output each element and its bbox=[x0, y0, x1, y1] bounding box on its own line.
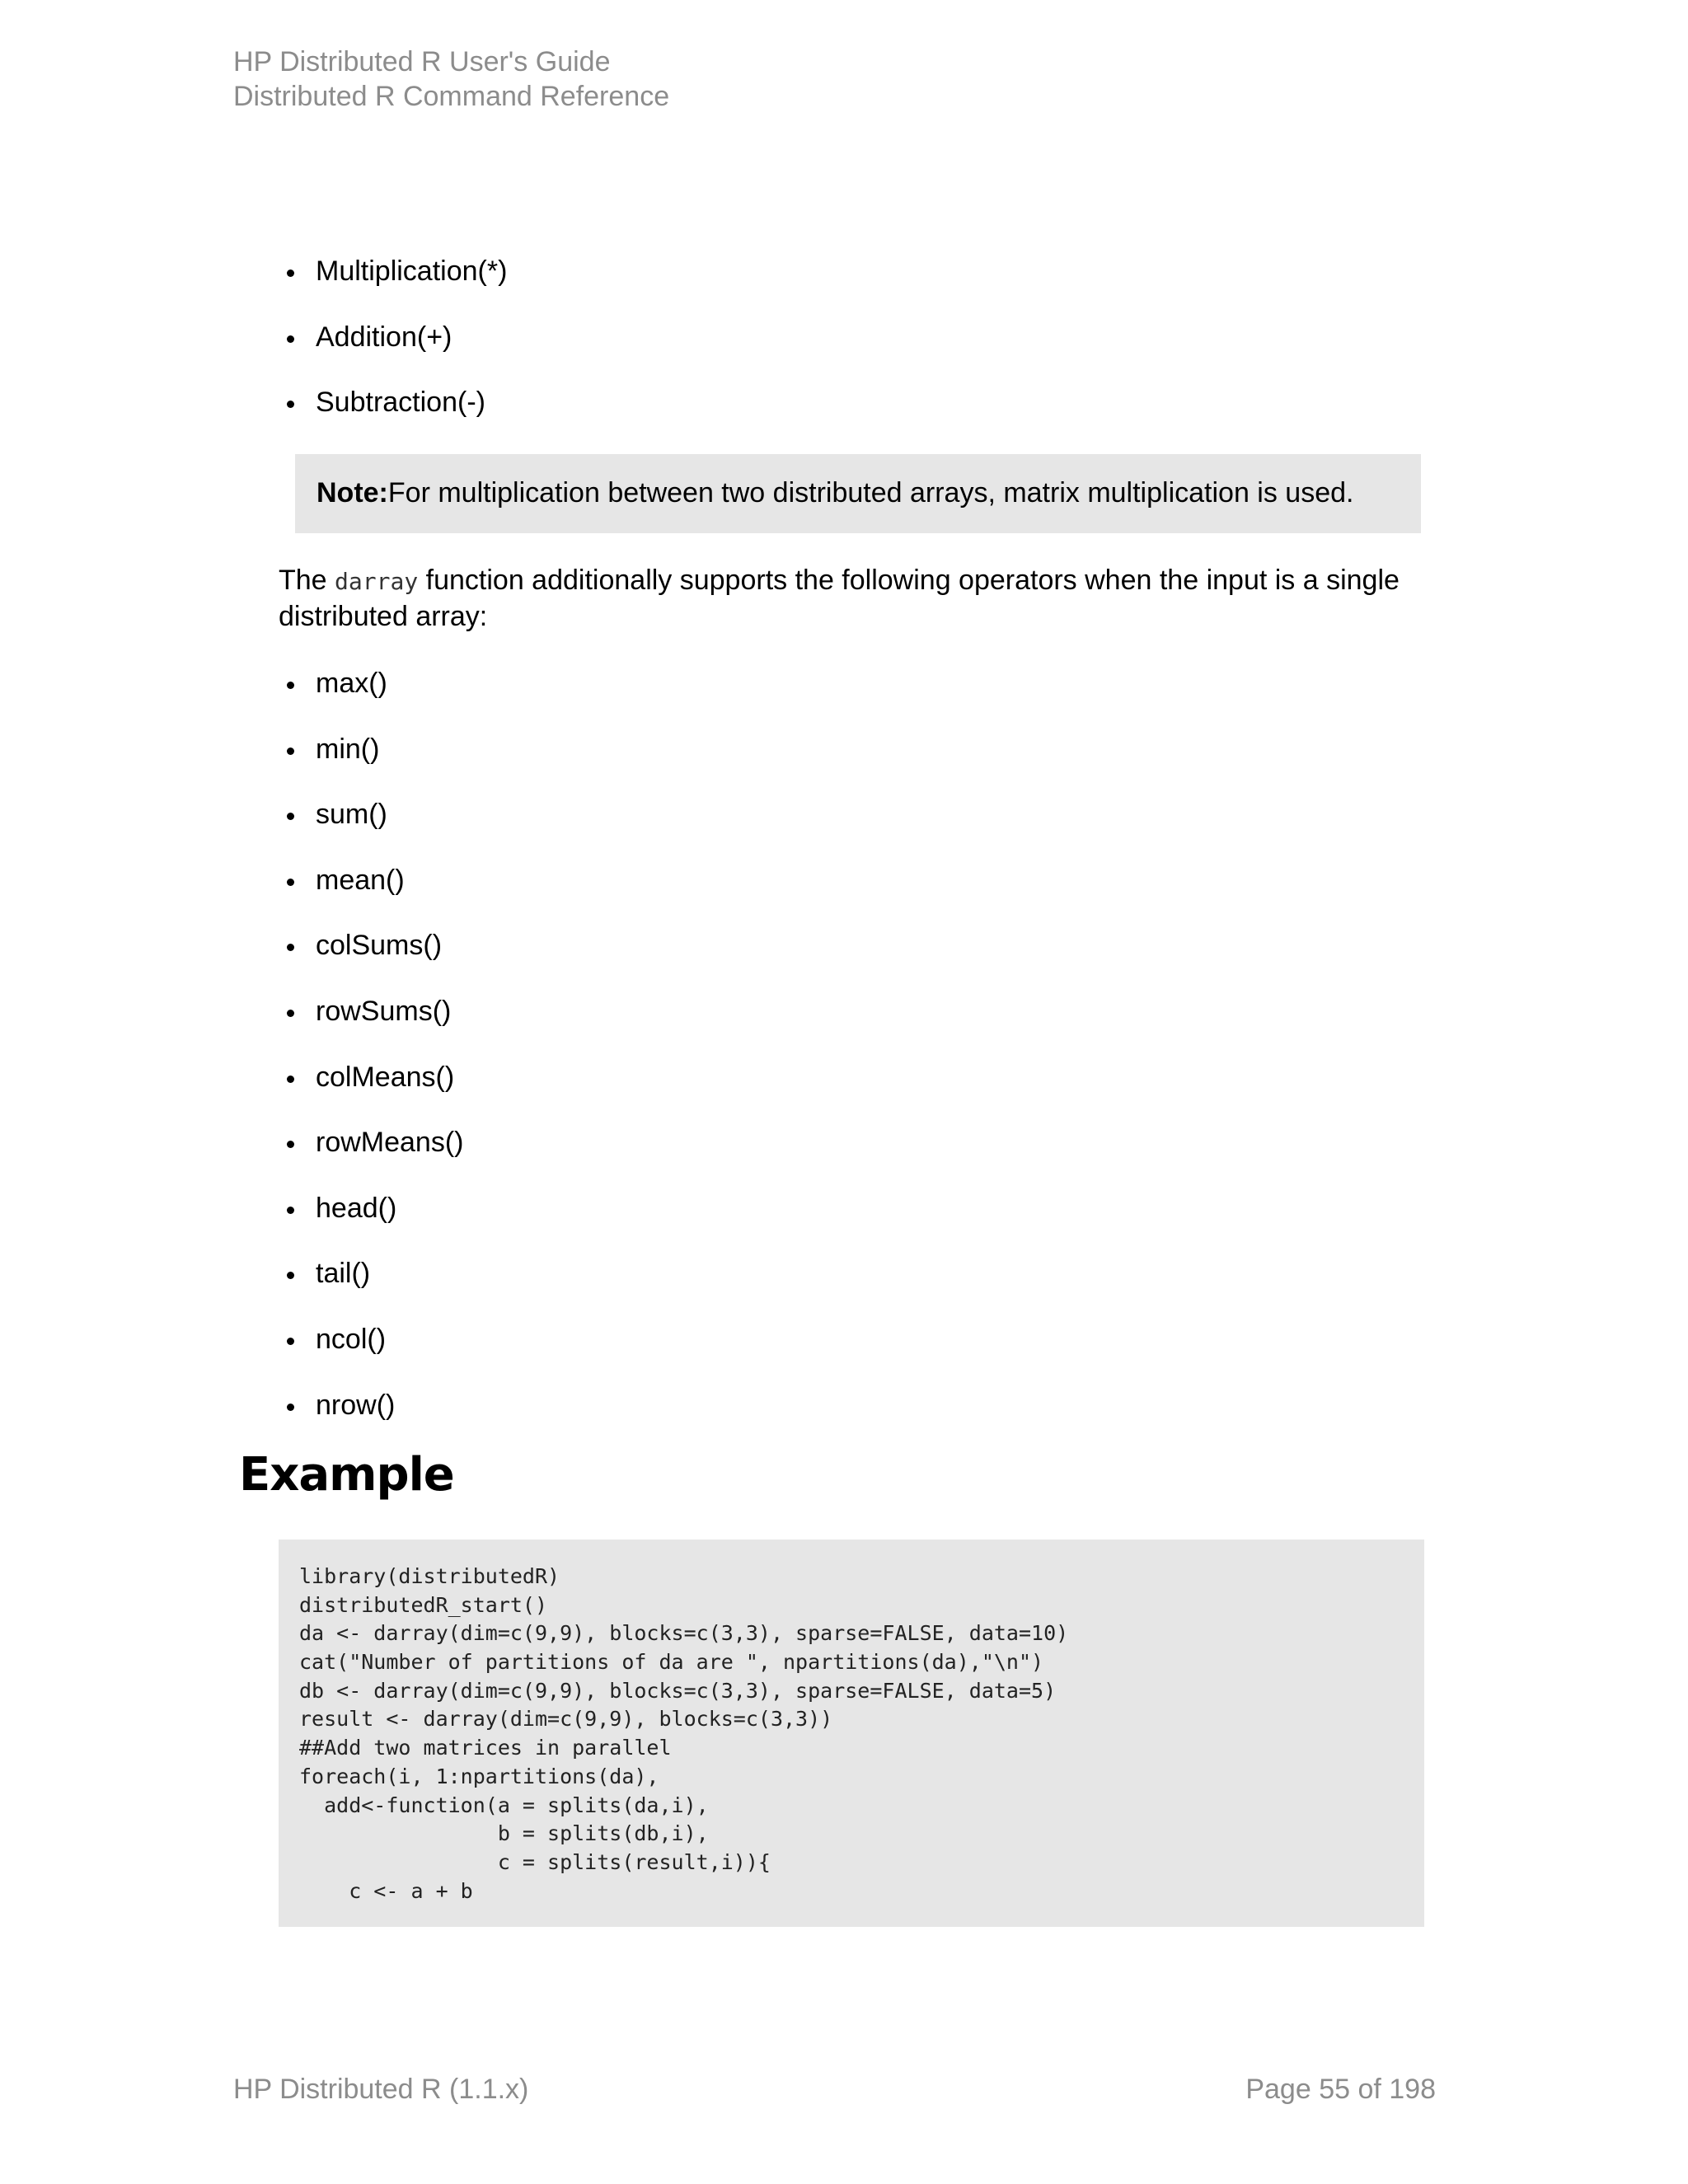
code-line: result <- darray(dim=c(9,9), blocks=c(3,3)) bbox=[299, 1707, 833, 1732]
list-item bbox=[279, 666, 463, 701]
bullet-icon bbox=[287, 879, 294, 886]
list-item bbox=[279, 1125, 463, 1160]
bullet-icon bbox=[287, 401, 294, 408]
code-line: cat("Number of partitions of da are ", npartitions(da),"\n") bbox=[299, 1650, 1044, 1675]
list-item bbox=[279, 1322, 463, 1357]
code-line: foreach(i, 1:npartitions(da), bbox=[299, 1764, 659, 1788]
list-item bbox=[279, 1388, 463, 1422]
list-item-text: colSums() bbox=[316, 930, 443, 962]
bullet-icon bbox=[287, 1338, 294, 1345]
code-line: db <- darray(dim=c(9,9), blocks=c(3,3), sparse=FALSE, data=5) bbox=[299, 1678, 1057, 1703]
code-line: b = splits(db,i), bbox=[299, 1821, 709, 1846]
operator-list bbox=[279, 254, 507, 451]
section-title: Distributed R Command Reference bbox=[233, 81, 670, 112]
note-box bbox=[295, 454, 1421, 533]
list-item-text: max() bbox=[316, 668, 387, 699]
code-block bbox=[279, 1540, 1424, 1927]
list-item bbox=[279, 385, 507, 419]
bullet-icon bbox=[287, 1272, 294, 1279]
list-item-text: sum() bbox=[316, 799, 387, 831]
note-label: Note: bbox=[316, 477, 388, 509]
list-item-text: tail() bbox=[316, 1258, 371, 1290]
list-item-text: Addition(+) bbox=[316, 321, 452, 353]
intro-text-after: function additionally supports the following operators when the input is a single distributed array: bbox=[279, 565, 1400, 632]
intro-paragraph bbox=[279, 563, 1424, 634]
list-item-text: colMeans() bbox=[316, 1061, 455, 1093]
bullet-icon bbox=[287, 1010, 294, 1017]
bullet-icon bbox=[287, 682, 294, 689]
bullet-icon bbox=[287, 1404, 294, 1411]
example-heading: Example bbox=[239, 1448, 454, 1502]
list-item-text: rowSums() bbox=[316, 995, 452, 1027]
code-line: ##Add two matrices in parallel bbox=[299, 1736, 672, 1760]
list-item bbox=[279, 254, 507, 288]
bullet-icon bbox=[287, 813, 294, 820]
footer-page-number: Page 55 of 198 bbox=[1245, 2074, 1436, 2105]
list-item bbox=[279, 1191, 463, 1226]
list-item-text: Multiplication(*) bbox=[316, 255, 508, 287]
list-item-text: Subtraction(-) bbox=[316, 387, 485, 419]
function-list bbox=[279, 666, 463, 1453]
list-item bbox=[279, 863, 463, 898]
list-item bbox=[279, 1256, 463, 1291]
list-item bbox=[279, 732, 463, 766]
page-header bbox=[233, 45, 669, 114]
guide-title: HP Distributed R User's Guide bbox=[233, 46, 611, 77]
code-line: c = splits(result,i)){ bbox=[299, 1849, 771, 1874]
code-line: c <- a + b bbox=[299, 1878, 473, 1903]
inline-code: darray bbox=[335, 568, 419, 595]
code-line: library(distributedR) bbox=[299, 1564, 560, 1588]
bullet-icon bbox=[287, 1141, 294, 1148]
bullet-icon bbox=[287, 1207, 294, 1214]
list-item-text: min() bbox=[316, 733, 380, 765]
footer-product: HP Distributed R (1.1.x) bbox=[233, 2074, 529, 2105]
code-line: distributedR_start() bbox=[299, 1592, 548, 1617]
bullet-icon bbox=[287, 944, 294, 951]
bullet-icon bbox=[287, 748, 294, 755]
list-item bbox=[279, 1060, 463, 1094]
bullet-icon bbox=[287, 335, 294, 343]
list-item-text: ncol() bbox=[316, 1323, 387, 1355]
list-item-text: rowMeans() bbox=[316, 1127, 464, 1159]
list-item bbox=[279, 994, 463, 1029]
list-item bbox=[279, 797, 463, 832]
list-item-text: nrow() bbox=[316, 1389, 396, 1421]
note-text: For multiplication between two distributed arrays, matrix multiplication is used. bbox=[387, 477, 1354, 509]
list-item-text: head() bbox=[316, 1192, 397, 1224]
list-item bbox=[279, 928, 463, 963]
code-line: da <- darray(dim=c(9,9), blocks=c(3,3), sparse=FALSE, data=10) bbox=[299, 1621, 1069, 1646]
bullet-icon bbox=[287, 269, 294, 277]
list-item-text: mean() bbox=[316, 864, 405, 896]
bullet-icon bbox=[287, 1076, 294, 1083]
code-line: add<-function(a = splits(da,i), bbox=[299, 1793, 709, 1817]
intro-text-before: The bbox=[279, 565, 335, 596]
list-item bbox=[279, 320, 507, 354]
